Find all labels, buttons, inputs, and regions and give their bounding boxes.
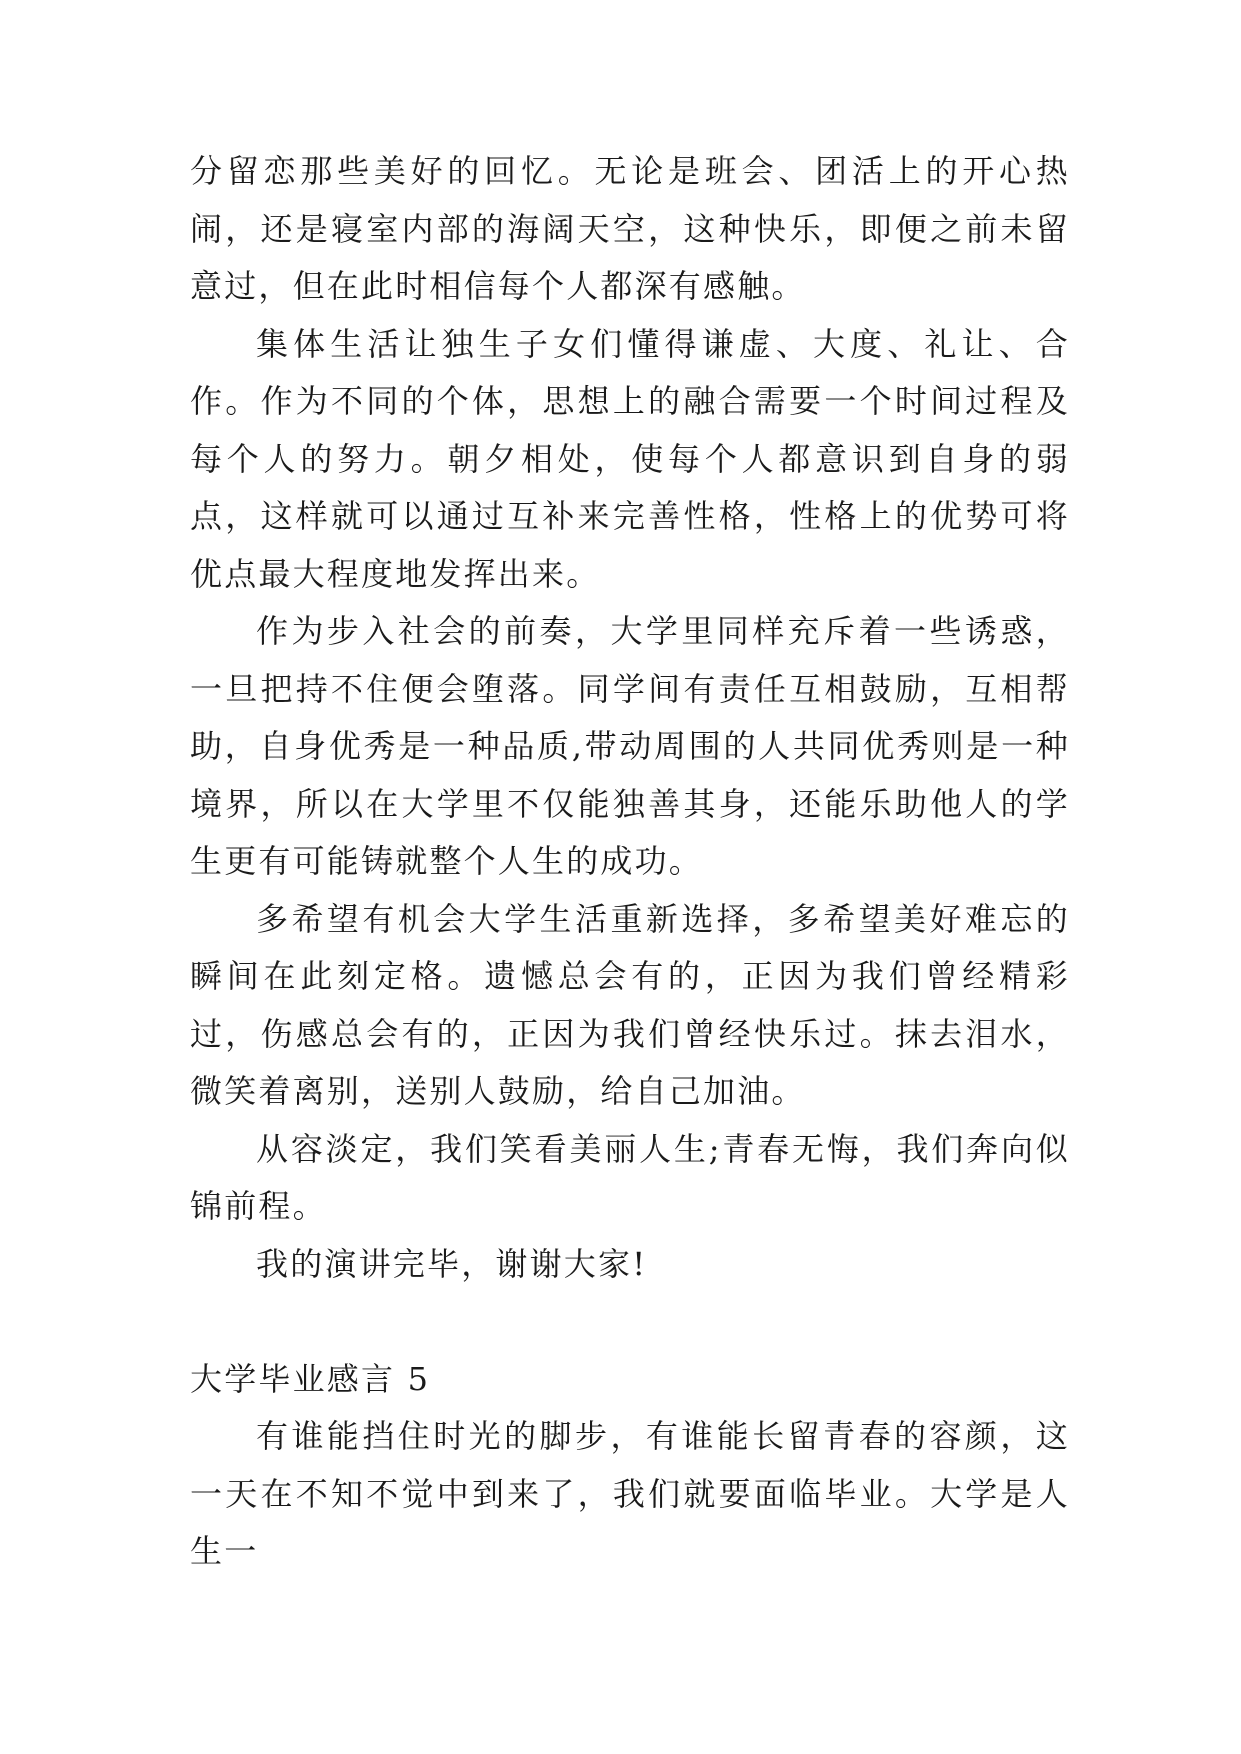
section-first-paragraph: 有谁能挡住时光的脚步，有谁能长留青春的容颜，这一天在不知不觉中到来了，我们就要面临毕业。大学是人生一 (190, 1417, 1070, 1570)
paragraph-wish: 多希望有机会大学生活重新选择，多希望美好难忘的瞬间在此刻定格。遗憾总会有的，正因为我们曾经精彩过，伤感总会有的，正因为我们曾经快乐过。抹去泪水，微笑着离别，送别人鼓励，给自己加油。 (190, 899, 1070, 1110)
paragraph-closing: 我的演讲完毕，谢谢大家! (256, 1244, 648, 1283)
section-gap (190, 1293, 1070, 1351)
paragraph-calm: 从容淡定，我们笑看美丽人生;青春无悔，我们奔向似锦前程。 (190, 1129, 1070, 1225)
document-body (190, 143, 1070, 1581)
section-heading: 大学毕业感言 5 (190, 1359, 431, 1398)
paragraph-continued: 分留恋那些美好的回忆。无论是班会、团活上的开心热闹，还是寝室内部的海阔天空，这种快乐，即便之前未留意过，但在此时相信每个人都深有感触。 (190, 152, 1070, 305)
paragraph-collective-life: 集体生活让独生子女们懂得谦虚、大度、礼让、合作。作为不同的个体，思想上的融合需要一个时间过程及每个人的努力。朝夕相处，使每个人都意识到自身的弱点，这样就可以通过互补来完善性格，性格上的优势可将优点最大程度地发挥出来。 (190, 324, 1070, 593)
paragraph-society-prelude: 作为步入社会的前奏，大学里同样充斥着一些诱惑，一旦把持不住便会堕落。同学间有责任互相鼓励，互相帮助，自身优秀是一种品质,带动周围的人共同优秀则是一种境界，所以在大学里不仅能独善其身，还能乐助他人的学生更有可能铸就整个人生的成功。 (190, 612, 1070, 880)
